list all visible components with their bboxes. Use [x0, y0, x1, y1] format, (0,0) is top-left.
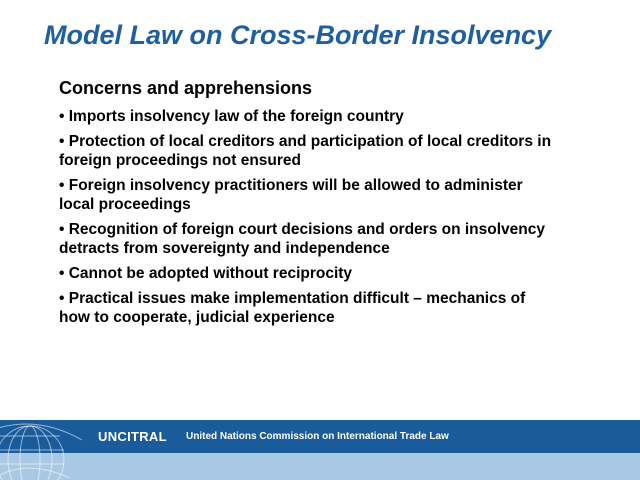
- un-globe-icon: [0, 420, 90, 480]
- bullet-item: • Imports insolvency law of the foreign country: [59, 108, 404, 125]
- slide-footer: [0, 420, 640, 480]
- footer-light-band: [0, 453, 640, 480]
- footer-org-short: UNCITRAL: [98, 429, 167, 444]
- bullet-item: • Foreign insolvency practitioners will be allowed to administer local proceedings: [59, 177, 523, 213]
- bullet-list: [59, 107, 559, 327]
- slide-subheading: Concerns and apprehensions: [59, 78, 313, 98]
- slide-title: Model Law on Cross-Border Insolvency: [44, 20, 552, 50]
- slide-content: [59, 78, 559, 333]
- bullet-item: • Recognition of foreign court decisions and orders on insolvency detracts from sovereignty and independence: [59, 221, 545, 257]
- footer-org-long: United Nations Commission on International Trade Law: [186, 431, 449, 442]
- bullet-item: • Practical issues make implementation difficult – mechanics of how to cooperate, judicial experience: [59, 290, 526, 326]
- bullet-item: • Cannot be adopted without reciprocity: [59, 265, 353, 282]
- bullet-item: • Protection of local creditors and participation of local creditors in foreign proceedings not ensured: [59, 133, 552, 169]
